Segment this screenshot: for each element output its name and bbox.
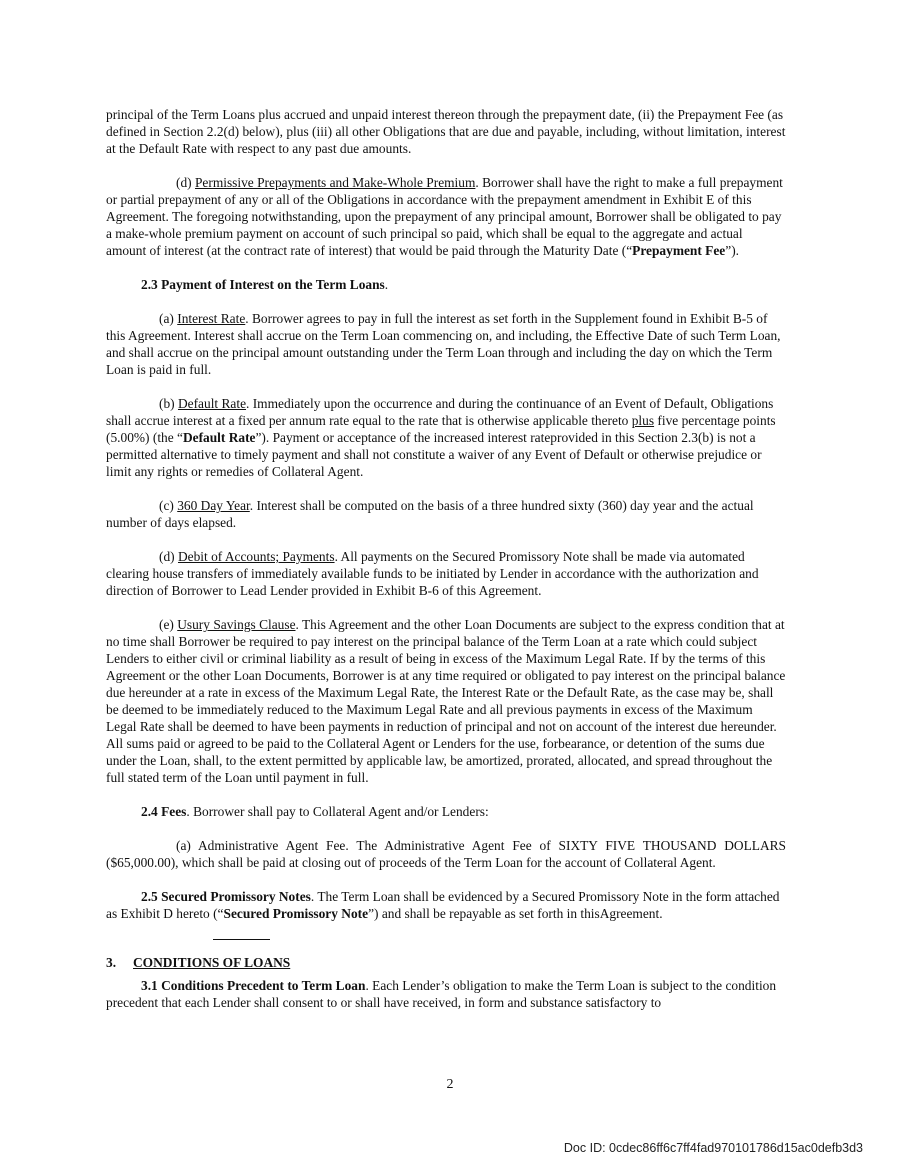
clause-text: . Interest shall be computed on the basis of a three hundred sixty (360) day year and the actual number of days elapsed.	[106, 498, 754, 530]
section-number: 2.3	[141, 277, 158, 292]
defined-term: Default Rate	[182, 430, 256, 445]
clause-heading: Default Rate	[177, 396, 247, 411]
divider-line	[213, 939, 270, 940]
clause-heading: Usury Savings Clause	[177, 617, 296, 632]
clause-heading: Permissive Prepayments and Make-Whole Premium	[194, 175, 476, 190]
clause-label: (d)	[176, 175, 192, 190]
defined-term: Secured Promissory Note	[223, 906, 369, 921]
clause-text: . Borrower shall have the right to make a full prepayment or partial prepayment of any or all of the Obligations in accordance with the prepayment amendment in Exhibit E of this Agreement. The foregoing notwithstanding, upon the prepayment of any principal amount, Borrower shall be obligated to pay a make-whole premium payment on account of such principal so paid, which shall be equal to the aggregate and actual amount of interest (at the contract rate of interest) that would be paid through the Maturity Date (“	[106, 175, 783, 258]
clause-label: (b)	[159, 396, 175, 411]
clause-heading: 360 Day Year	[177, 498, 250, 513]
section-title: Fees	[161, 804, 187, 819]
clause-text: ”). Payment or acceptance of the increased interest rateprovided in this Section 2.3(b) is not a permitted alternative to timely payment and shall not constitute a waiver of any Event of Default or otherwise prejudice or limit any rights or remedies of Collateral Agent.	[106, 430, 762, 479]
section-2-4-fees	[106, 803, 786, 820]
section-title: Payment of Interest on the Term Loans	[161, 277, 385, 292]
clause-text: . This Agreement and the other Loan Documents are subject to the express condition that at no time shall Borrower be required to pay interest on the principal balance of the Term Loan at a rate which could subject Lenders to either civil or criminal liability as a result of being in excess of the Maximum Legal Rate. If by the terms of this Agreement or the other Loan Documents, Borrower is at any time required or obligated to pay interest on the principal balance due hereunder at a rate in excess of the Maximum Legal Rate, the Interest Rate or the Default Rate, as the case may be, shall be deemed to be immediately reduced to the Maximum Legal Rate and all previous payments in excess of the Maximum Legal Rate shall be deemed to have been payments in reduction of principal and not on account of the interest due hereunder. All sums paid or agreed to be paid to the Collateral Agent or Lenders for the use, forbearance, or detention of the sums due under the Loan, shall, to the extent permitted by applicable law, be amortized, prorated, allocated, and spread throughout the full stated term of the Loan until payment in full.	[106, 617, 786, 785]
section-tail: .	[384, 277, 389, 292]
paragraph-permissive-prepayments	[106, 174, 786, 259]
section-title: Secured Promissory Notes	[161, 889, 311, 904]
section-title: CONDITIONS OF LOANS	[133, 955, 291, 970]
section-text: . The Term Loan shall be evidenced by a Secured Promissory Note in the form attached as Exhibit D hereto (“	[106, 889, 780, 921]
intro-paragraph: principal of the Term Loans plus accrued and unpaid interest thereon through the prepayment date, (ii) the Prepayment Fee (as defined in Section 2.2(d) below), plus (iii) all other Obligations that are due and payable, including, without limitation, interest at the Default Rate with respect to any past due amounts.	[106, 107, 786, 156]
document-body	[106, 106, 786, 1028]
section-text: . Borrower shall pay to Collateral Agent and/or Lenders:	[186, 804, 489, 819]
clause-heading: Interest Rate	[177, 311, 246, 326]
paragraph-interest-rate	[106, 310, 786, 378]
defined-term: Prepayment Fee	[632, 243, 726, 258]
clause-text: . Borrower agrees to pay in full the interest as set forth in the Supplement found in Exhibit B-5 of this Agreement. Interest shall accrue on the Term Loan commencing on, and including, the Effective Date of such Term Loan, and shall accrue on the principal amount outstanding under the Term Loan through and including the day on which the Term Loan is paid in full.	[106, 311, 781, 377]
section-number: 2.5	[141, 889, 158, 904]
clause-label: (e)	[159, 617, 174, 632]
section-number: 3.	[106, 955, 117, 970]
clause-label: (d)	[159, 549, 175, 564]
section-title: Conditions Precedent to Term Loan	[161, 978, 366, 993]
clause-label: (c)	[159, 498, 174, 513]
section-3-heading	[106, 954, 786, 971]
section-2-5-notes	[106, 888, 786, 922]
paragraph-administrative-fee: (a) Administrative Agent Fee. The Administrative Agent Fee of SIXTY FIVE THOUSAND DOLLARS ($65,000.00), which shall be paid at closing out of proceeds of the Term Loan for the account of Collateral Agent.	[106, 838, 786, 870]
clause-label: (a)	[159, 311, 174, 326]
section-2-3-heading	[106, 276, 786, 293]
clause-heading: Debit of Accounts; Payments	[177, 549, 335, 564]
clause-text: . All payments on the Secured Promissory Note shall be made via automated clearing house transfers of immediately available funds to be initiated by Lender in accordance with the authorization and direction of Borrower to Lead Lender provided in Exhibit B-6 of this Agreement.	[106, 549, 759, 598]
paragraph-usury-savings	[106, 616, 786, 786]
section-text: . Each Lender’s obligation to make the Term Loan is subject to the condition precedent that each Lender shall consent to or shall have received, in form and substance satisfactory to	[106, 978, 777, 1010]
plus-word: plus	[631, 413, 655, 428]
section-number: 2.4	[141, 804, 158, 819]
paragraph-debit-of-accounts	[106, 548, 786, 599]
paragraph-360-day-year	[106, 497, 786, 531]
section-number: 3.1	[141, 978, 158, 993]
section-text: ”) and shall be repayable as set forth in thisAgreement.	[368, 906, 663, 921]
clause-text: five percentage points (5.00%) (the “	[106, 413, 776, 445]
clause-text: ”).	[725, 243, 740, 258]
paragraph-default-rate	[106, 395, 786, 480]
clause-text: . Immediately upon the occurrence and during the continuance of an Event of Default, Obligations shall accrue interest at a fixed per annum rate equal to the rate that is otherwise applicable thereto	[106, 396, 774, 428]
section-3-1-conditions	[106, 977, 786, 1011]
doc-id: Doc ID: 0cdec86ff6c7ff4fad970101786d15ac0defb3d3	[563, 1141, 863, 1155]
page-number: 2	[446, 1077, 454, 1092]
